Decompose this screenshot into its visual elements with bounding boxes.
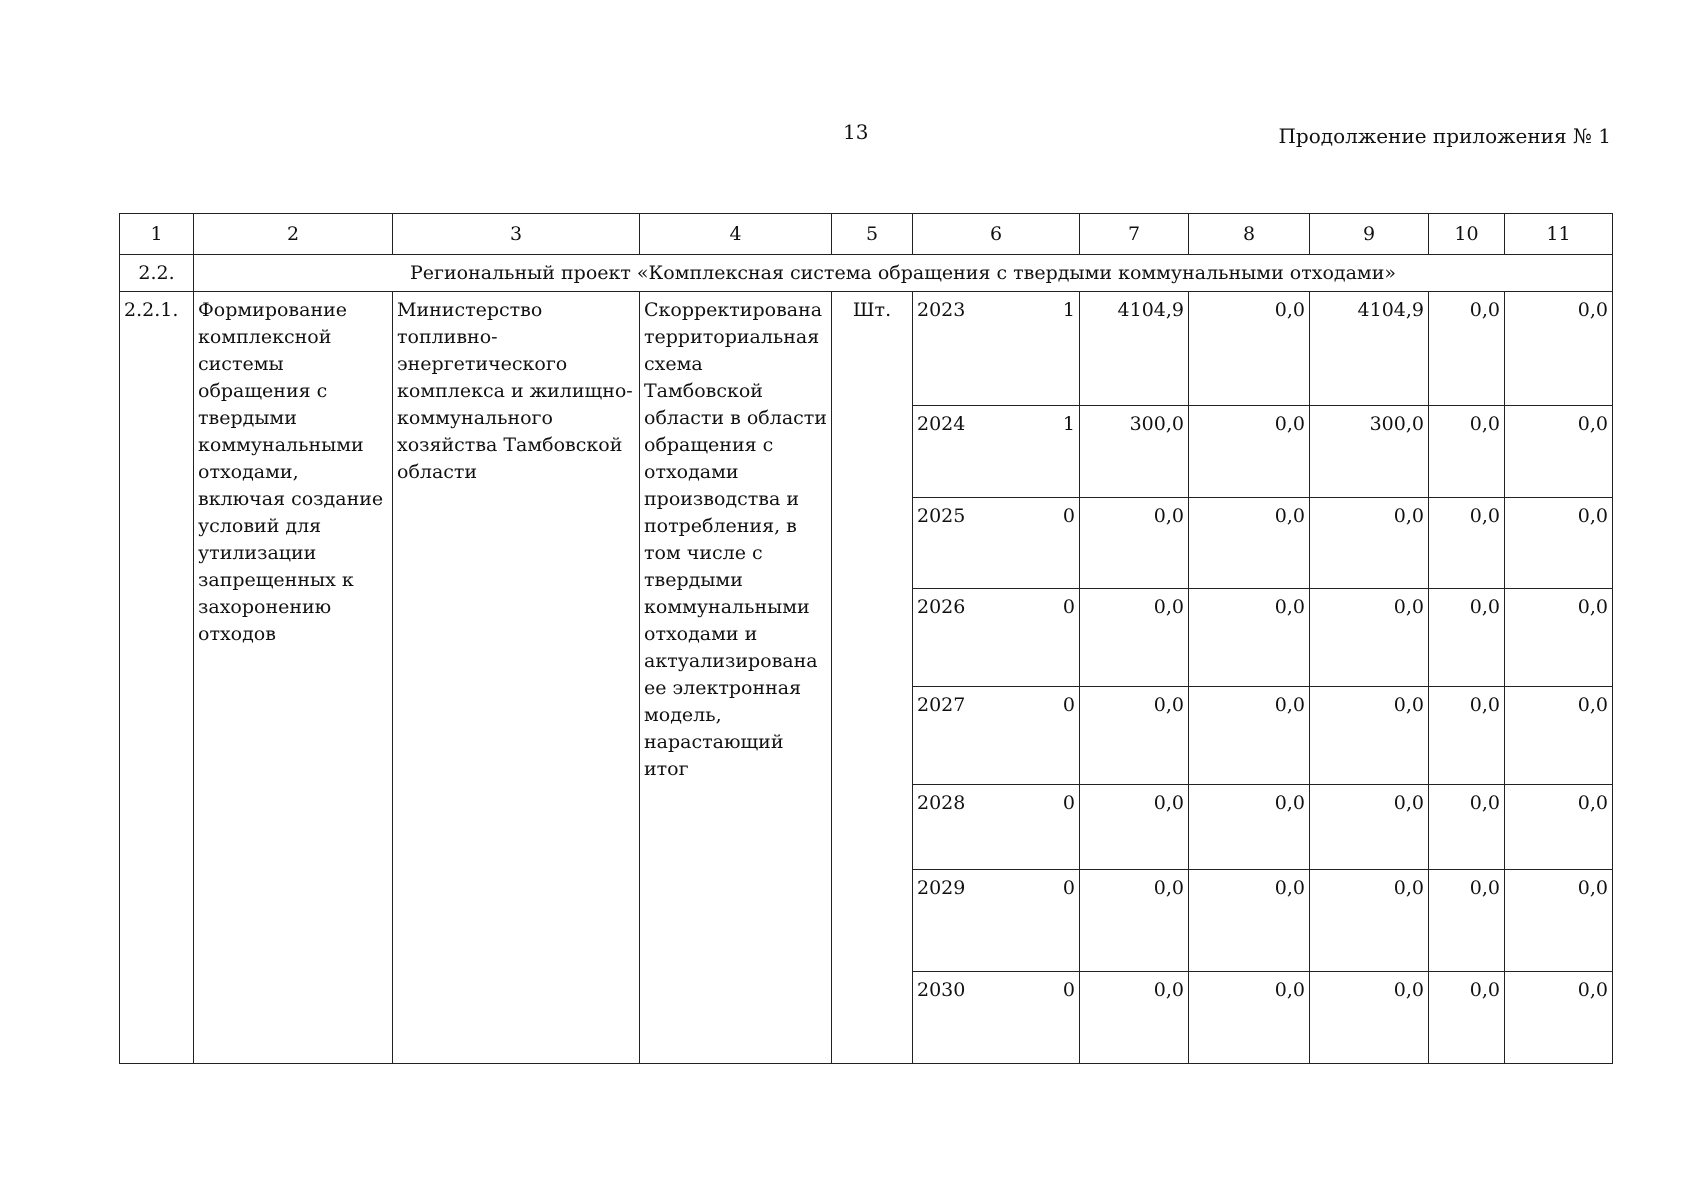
value-cell-c11: 0,0 — [1505, 406, 1613, 498]
col-num: 1 — [120, 214, 194, 255]
value-cell-c9: 0,0 — [1310, 498, 1429, 589]
col-num: 4 — [640, 214, 832, 255]
value-cell-c11: 0,0 — [1505, 292, 1613, 406]
value-cell-c8: 0,0 — [1189, 687, 1310, 785]
value-cell-c10: 0,0 — [1429, 406, 1505, 498]
col-num: 2 — [194, 214, 393, 255]
item-number: 2.2.1. — [120, 292, 194, 1064]
value-cell-c11: 0,0 — [1505, 870, 1613, 972]
value-cell-c8: 0,0 — [1189, 972, 1310, 1064]
year-cell: 2027 — [913, 687, 973, 785]
page-number: 13 — [843, 120, 869, 144]
count-cell: 0 — [973, 870, 1080, 972]
value-cell-c9: 4104,9 — [1310, 292, 1429, 406]
value-cell-c7: 0,0 — [1080, 687, 1189, 785]
col-num: 11 — [1505, 214, 1613, 255]
program-table — [119, 213, 1613, 1064]
col-num: 3 — [393, 214, 640, 255]
value-cell-c9: 0,0 — [1310, 785, 1429, 870]
col-num: 6 — [913, 214, 1080, 255]
section-number: 2.2. — [120, 255, 194, 292]
col-num: 10 — [1429, 214, 1505, 255]
year-cell: 2025 — [913, 498, 973, 589]
item-responsible: Министерство топливно-энергетического комплекса и жилищно-коммунального хозяйства Тамбовской области — [393, 292, 640, 1064]
value-cell-c11: 0,0 — [1505, 498, 1613, 589]
value-cell-c8: 0,0 — [1189, 406, 1310, 498]
col-num: 5 — [832, 214, 913, 255]
count-cell: 1 — [973, 292, 1080, 406]
value-cell-c7: 300,0 — [1080, 406, 1189, 498]
col-num: 9 — [1310, 214, 1429, 255]
value-cell-c8: 0,0 — [1189, 870, 1310, 972]
year-cell: 2023 — [913, 292, 973, 406]
col-num: 7 — [1080, 214, 1189, 255]
column-number-row — [120, 214, 1613, 255]
count-cell: 1 — [973, 406, 1080, 498]
count-cell: 0 — [973, 589, 1080, 687]
value-cell-c11: 0,0 — [1505, 687, 1613, 785]
value-cell-c8: 0,0 — [1189, 589, 1310, 687]
value-cell-c10: 0,0 — [1429, 589, 1505, 687]
value-cell-c8: 0,0 — [1189, 292, 1310, 406]
value-cell-c10: 0,0 — [1429, 785, 1505, 870]
value-cell-c7: 0,0 — [1080, 785, 1189, 870]
value-cell-c8: 0,0 — [1189, 498, 1310, 589]
value-cell-c11: 0,0 — [1505, 972, 1613, 1064]
value-cell-c7: 4104,9 — [1080, 292, 1189, 406]
year-cell: 2030 — [913, 972, 973, 1064]
value-cell-c9: 300,0 — [1310, 406, 1429, 498]
item-unit: Шт. — [832, 292, 913, 1064]
value-cell-c7: 0,0 — [1080, 870, 1189, 972]
year-row — [120, 292, 1613, 406]
year-cell: 2028 — [913, 785, 973, 870]
year-cell: 2029 — [913, 870, 973, 972]
value-cell-c9: 0,0 — [1310, 972, 1429, 1064]
value-cell-c7: 0,0 — [1080, 498, 1189, 589]
item-name: Формирование комплексной системы обращения с твердыми коммунальными отходами, включая создание условий для утилизации запрещенных к захоронению отходов — [194, 292, 393, 1064]
value-cell-c7: 0,0 — [1080, 589, 1189, 687]
value-cell-c9: 0,0 — [1310, 589, 1429, 687]
value-cell-c10: 0,0 — [1429, 972, 1505, 1064]
value-cell-c10: 0,0 — [1429, 498, 1505, 589]
value-cell-c10: 0,0 — [1429, 687, 1505, 785]
value-cell-c10: 0,0 — [1429, 292, 1505, 406]
continuation-label: Продолжение приложения № 1 — [1278, 124, 1611, 148]
year-cell: 2024 — [913, 406, 973, 498]
value-cell-c11: 0,0 — [1505, 589, 1613, 687]
value-cell-c11: 0,0 — [1505, 785, 1613, 870]
count-cell: 0 — [973, 785, 1080, 870]
year-cell: 2026 — [913, 589, 973, 687]
col-num: 8 — [1189, 214, 1310, 255]
value-cell-c9: 0,0 — [1310, 687, 1429, 785]
count-cell: 0 — [973, 498, 1080, 589]
value-cell-c10: 0,0 — [1429, 870, 1505, 972]
value-cell-c9: 0,0 — [1310, 870, 1429, 972]
section-title: Региональный проект «Комплексная система обращения с твердыми коммунальными отходами» — [194, 255, 1613, 292]
count-cell: 0 — [973, 972, 1080, 1064]
value-cell-c8: 0,0 — [1189, 785, 1310, 870]
item-indicator: Скорректирована территориальная схема Тамбовской области в области обращения с отходами производства и потребления, в том числе с твердыми коммунальными отходами и актуализирована ее электронная модель, нарастающий итог — [640, 292, 832, 1064]
count-cell: 0 — [973, 687, 1080, 785]
value-cell-c7: 0,0 — [1080, 972, 1189, 1064]
section-row — [120, 255, 1613, 292]
